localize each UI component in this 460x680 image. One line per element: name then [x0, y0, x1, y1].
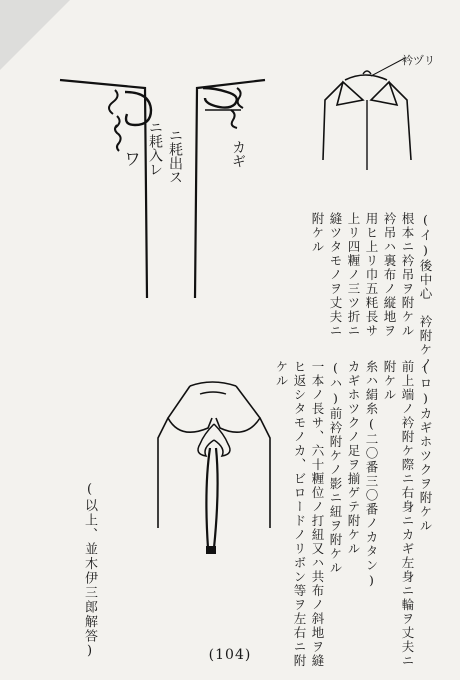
text-line: 衿吊ハ裏布ノ縦地ヲ [382, 212, 397, 338]
label-collar-hanger: 衿ヅリ [402, 54, 435, 67]
text-line: 用ヒ上リ巾五粍長サ [364, 212, 379, 338]
label-hook-side: カギ [230, 140, 246, 168]
annotation-insert-2mm: ニ耗入レ [147, 120, 163, 176]
text-line: カギホツクノ足ヲ揃ゲテ附ケル [346, 360, 361, 556]
annotation-extend-2mm: ニ耗出ス [167, 128, 183, 184]
text-line: 附ケル [382, 360, 397, 402]
credit-line: (以上、並木伊三郎解答) [82, 482, 97, 660]
text-line: 根本ニ衿吊ヲ附ケル [400, 212, 415, 338]
label-eye-side: ワ [120, 150, 140, 167]
text-line: 附ケル [310, 212, 325, 254]
text-line: 前上端ノ衿附ケ際ニ右身ニカギ左身ニ輪ヲ丈夫ニ [400, 360, 415, 668]
page-number: (104) [208, 647, 252, 663]
text-line: ヒ返シタモノカ、ビロードノリボン等ヲ左右ニ附 [292, 360, 307, 668]
text-line: (イ)後中心 衿附ケノ [418, 212, 433, 371]
text-line: 上リ四糎ノ三ツ折ニ [346, 212, 361, 338]
collar-hanger-diagram [315, 60, 425, 180]
collar-tie-diagram [150, 378, 280, 558]
text-line: 縫ツタモノヲ丈夫ニ [328, 212, 343, 338]
text-line: ケル [274, 360, 289, 388]
page-corner-shadow [0, 0, 70, 70]
text-line: 糸ハ絹糸(二〇番三〇番ノカタン) [364, 360, 379, 589]
text-line: 一本ノ長サ、六十糎位ノ打紐又ハ共布ノ斜地ヲ縫 [310, 360, 325, 668]
text-line: (ハ)前衿附ケノ影ニ紐ヲ附ケル [328, 360, 343, 575]
hook-eye-diagram [55, 70, 270, 300]
text-line: (ロ)カギホツクヲ附ケル [418, 360, 433, 533]
